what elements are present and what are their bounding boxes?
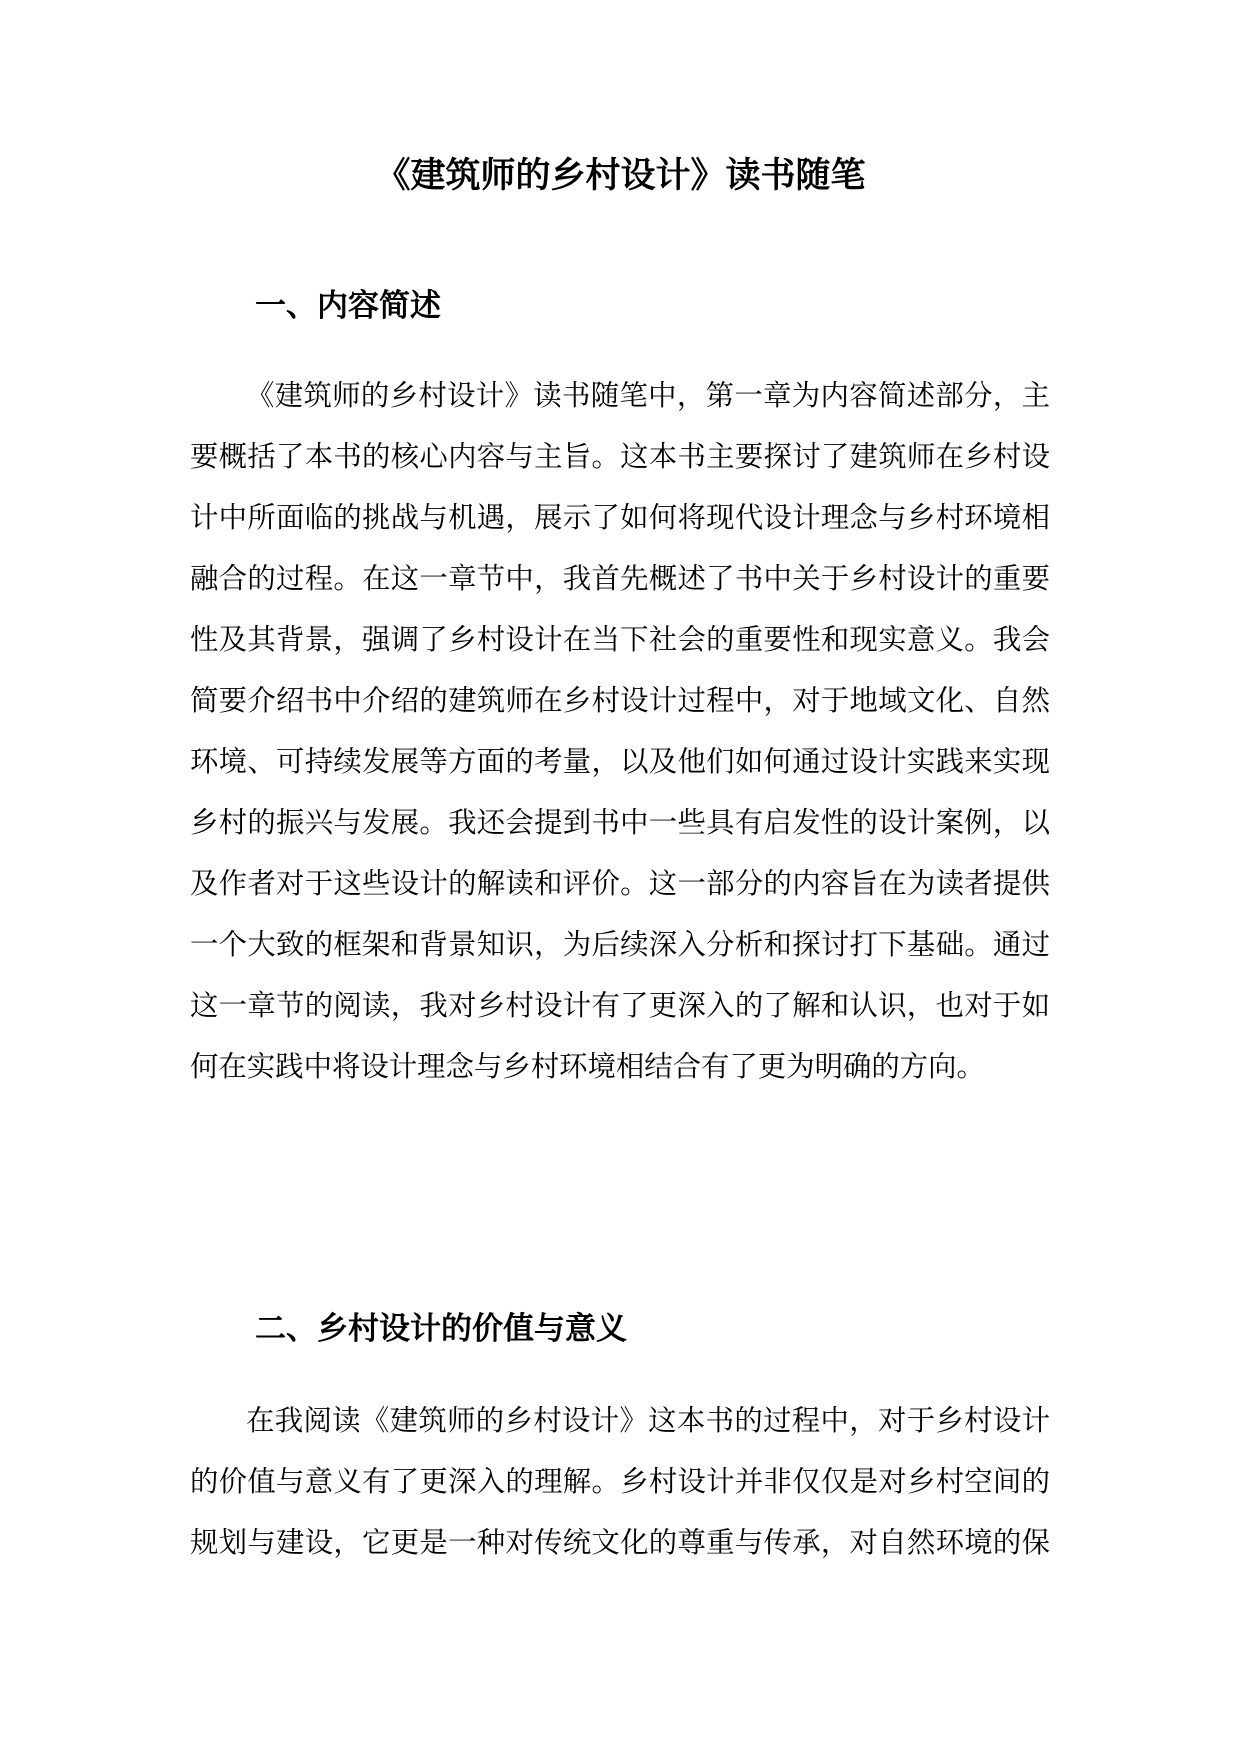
section-heading-value-and-meaning: 二、乡村设计的价值与意义 — [255, 1311, 627, 1347]
paragraph-line: 何在实践中将设计理念与乡村环境相结合有了更为明确的方向。 — [190, 1050, 985, 1083]
paragraph-line: 的价值与意义有了更深入的理解。乡村设计并非仅仅是对乡村空间的 — [190, 1465, 1050, 1498]
paragraph-line: 要概括了本书的核心内容与主旨。这本书主要探讨了建筑师在乡村设 — [190, 440, 1050, 473]
paragraph-line: 规划与建设，它更是一种对传统文化的尊重与传承，对自然环境的保 — [190, 1526, 1050, 1559]
paragraph-line: 乡村的振兴与发展。我还会提到书中一些具有启发性的设计案例，以 — [190, 806, 1050, 839]
document-title: 《建筑师的乡村设计》读书随笔 — [375, 156, 866, 196]
paragraph-line: 及作者对于这些设计的解读和评价。这一部分的内容旨在为读者提供 — [190, 867, 1050, 900]
section-body-overview — [190, 365, 1050, 1097]
paragraph-line: 性及其背景，强调了乡村设计在当下社会的重要性和现实意义。我会 — [190, 623, 1050, 656]
paragraph-line: 《建筑师的乡村设计》读书随笔中，第一章为内容简述部分，主 — [246, 379, 1050, 412]
section-body-value-and-meaning — [190, 1390, 1050, 1573]
paragraph-line: 简要介绍书中介绍的建筑师在乡村设计过程中，对于地域文化、自然 — [190, 684, 1050, 717]
paragraph-line: 环境、可持续发展等方面的考量，以及他们如何通过设计实践来实现 — [190, 745, 1050, 778]
paragraph-line: 计中所面临的挑战与机遇，展示了如何将现代设计理念与乡村环境相 — [190, 501, 1050, 534]
paragraph-line: 融合的过程。在这一章节中，我首先概述了书中关于乡村设计的重要 — [190, 562, 1050, 595]
paragraph-line: 这一章节的阅读，我对乡村设计有了更深入的了解和认识，也对于如 — [190, 989, 1050, 1022]
section-heading-overview: 一、内容简述 — [255, 288, 441, 324]
paragraph-line: 在我阅读《建筑师的乡村设计》这本书的过程中，对于乡村设计 — [246, 1404, 1050, 1437]
paragraph-line: 一个大致的框架和背景知识，为后续深入分析和探讨打下基础。通过 — [190, 928, 1050, 961]
